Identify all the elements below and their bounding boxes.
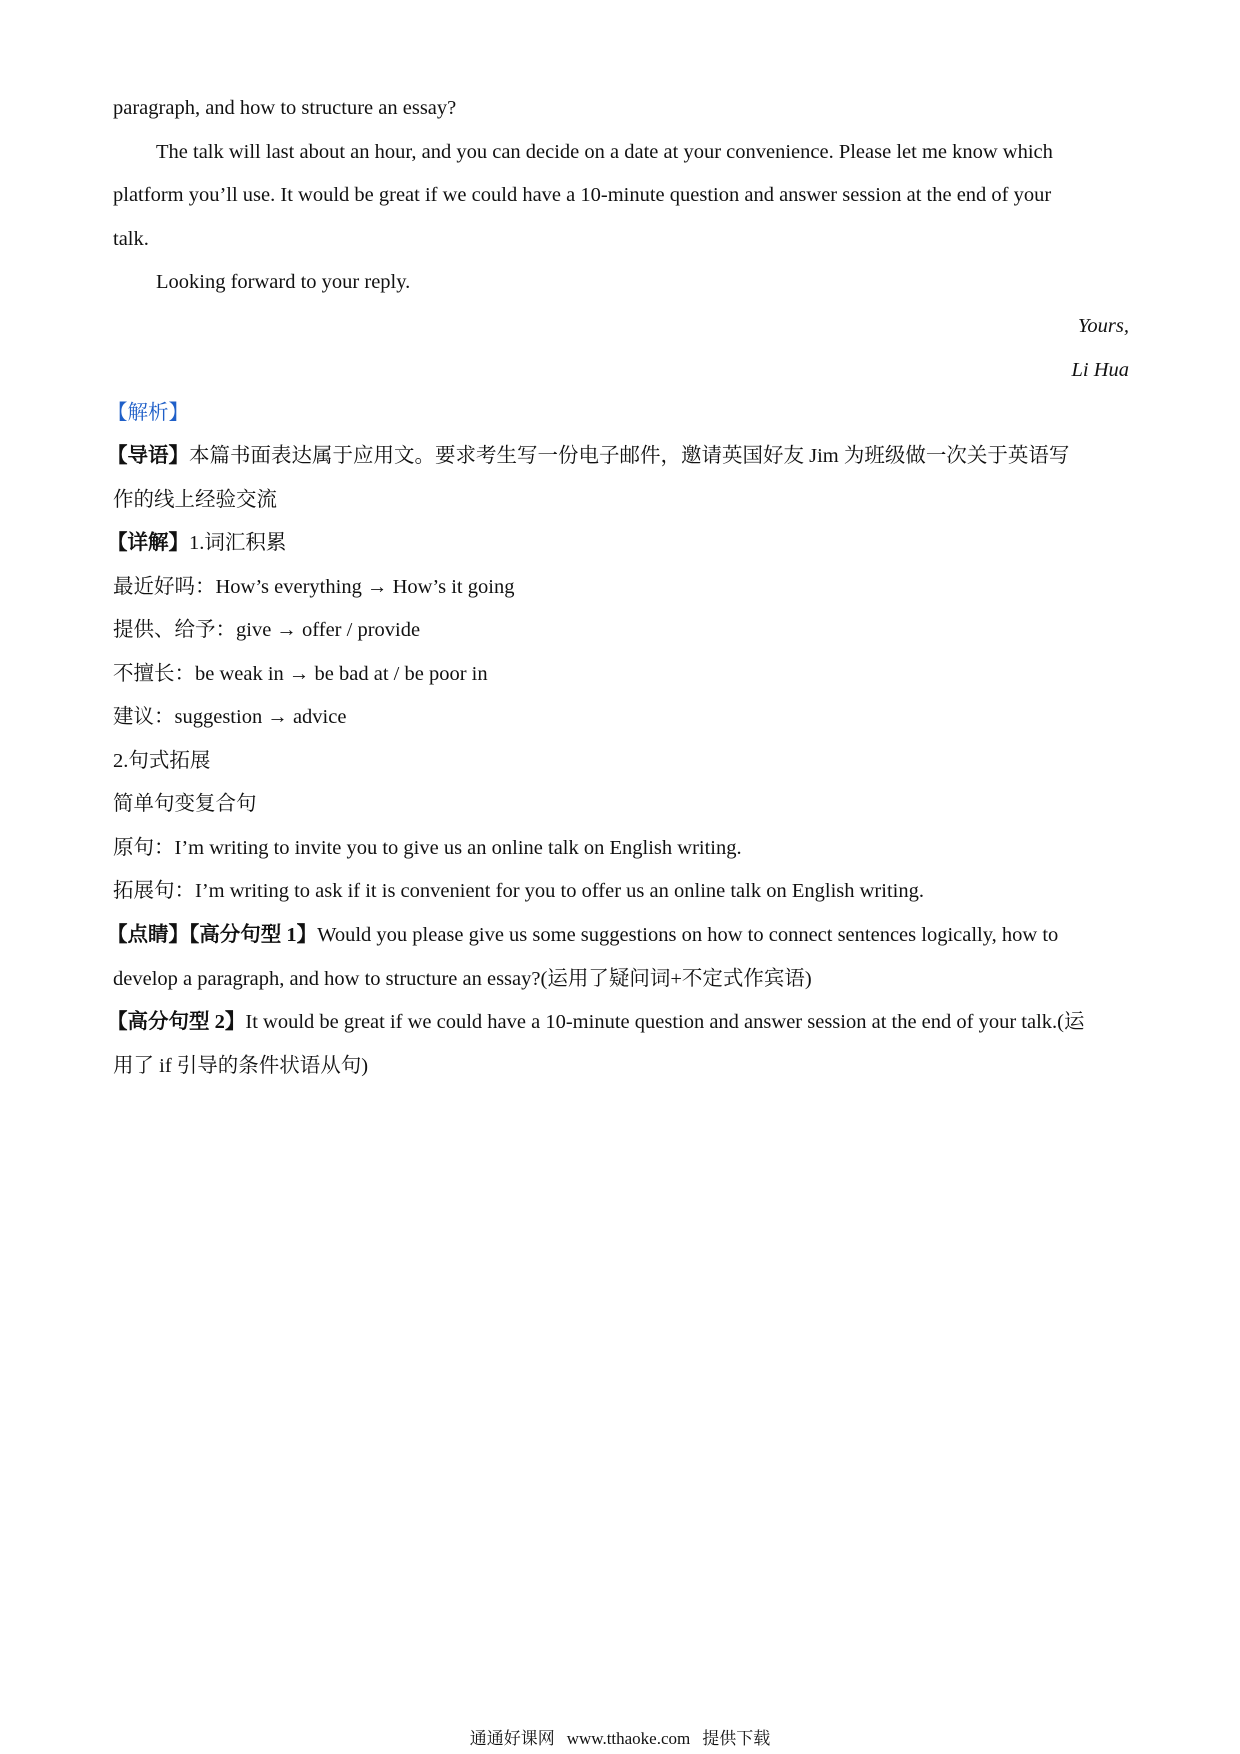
original-sentence: 原句：I’m writing to invite you to give us an online talk on English writing.: [113, 837, 742, 859]
letter-line: paragraph, and how to structure an essay?: [113, 97, 457, 119]
section-subtitle: 简单句变复合句: [113, 793, 257, 815]
intro-text: 本篇书面表达属于应用文。要求考生写一份电子邮件，邀请英国好友 Jim 为班级做一次关于英语写: [189, 445, 1070, 467]
letter-paragraph-line: platform you’ll use. It would be great if we could have a 10-minute question and answer session at the end of your: [113, 184, 1052, 206]
vocab-item: 最近好吗：How’s everything → How’s it going: [113, 576, 515, 598]
page-footer: [0, 1728, 1240, 1750]
vocab-item: 提供、给予：give → offer / provide: [113, 619, 421, 641]
letter-signature: Li Hua: [1071, 359, 1129, 381]
high-score-sentence-2: It would be great if we could have a 10-minute question and answer session at the end of your talk.(运: [245, 1011, 1085, 1033]
high-score-sentence-1: Would you please give us some suggestions on how to connect sentences logically, how to: [317, 924, 1059, 946]
letter-paragraph-line: The talk will last about an hour, and you can decide on a date at your convenience. Please let me know which: [156, 141, 1053, 163]
highlight-line-2: [107, 1007, 1123, 1037]
detail-title: 1.词汇积累: [189, 532, 287, 554]
letter-sign-off: Yours,: [1077, 315, 1129, 337]
section-title: 2.句式拓展: [113, 750, 211, 772]
high-score-tag-2: 【高分句型 2】: [107, 1011, 246, 1033]
letter-closing-line: Looking forward to your reply.: [156, 271, 411, 293]
highlight-line-1: [107, 920, 1123, 950]
intro-line: [107, 441, 1123, 471]
analysis-heading: 【解析】: [107, 402, 189, 424]
footer-site-name: 通通好课网: [469, 1729, 555, 1748]
intro-tag: 【导语】: [107, 445, 189, 467]
vocab-item: 不擅长：be weak in → be bad at / be poor in: [113, 663, 488, 685]
footer-note: 提供下载: [702, 1729, 771, 1748]
high-score-sentence-1-cont: develop a paragraph, and how to structure an essay?(运用了疑问词+不定式作宾语): [113, 968, 812, 990]
detail-tag: 【详解】: [107, 532, 189, 554]
high-score-tag-1: 【高分句型 1】: [189, 924, 318, 946]
high-score-sentence-2-cont: 用了 if 引导的条件状语从句): [113, 1055, 369, 1077]
highlight-tag: 【点睛】: [107, 924, 189, 946]
footer-url[interactable]: www.tthaoke.com: [566, 1729, 691, 1748]
letter-paragraph-line: talk.: [113, 228, 149, 250]
intro-line-2: 作的线上经验交流: [113, 489, 277, 511]
detail-line: [107, 528, 1123, 558]
expanded-sentence: 拓展句：I’m writing to ask if it is convenient for you to offer us an online talk on English writing.: [113, 880, 924, 902]
vocab-item: 建议：suggestion → advice: [113, 706, 347, 728]
